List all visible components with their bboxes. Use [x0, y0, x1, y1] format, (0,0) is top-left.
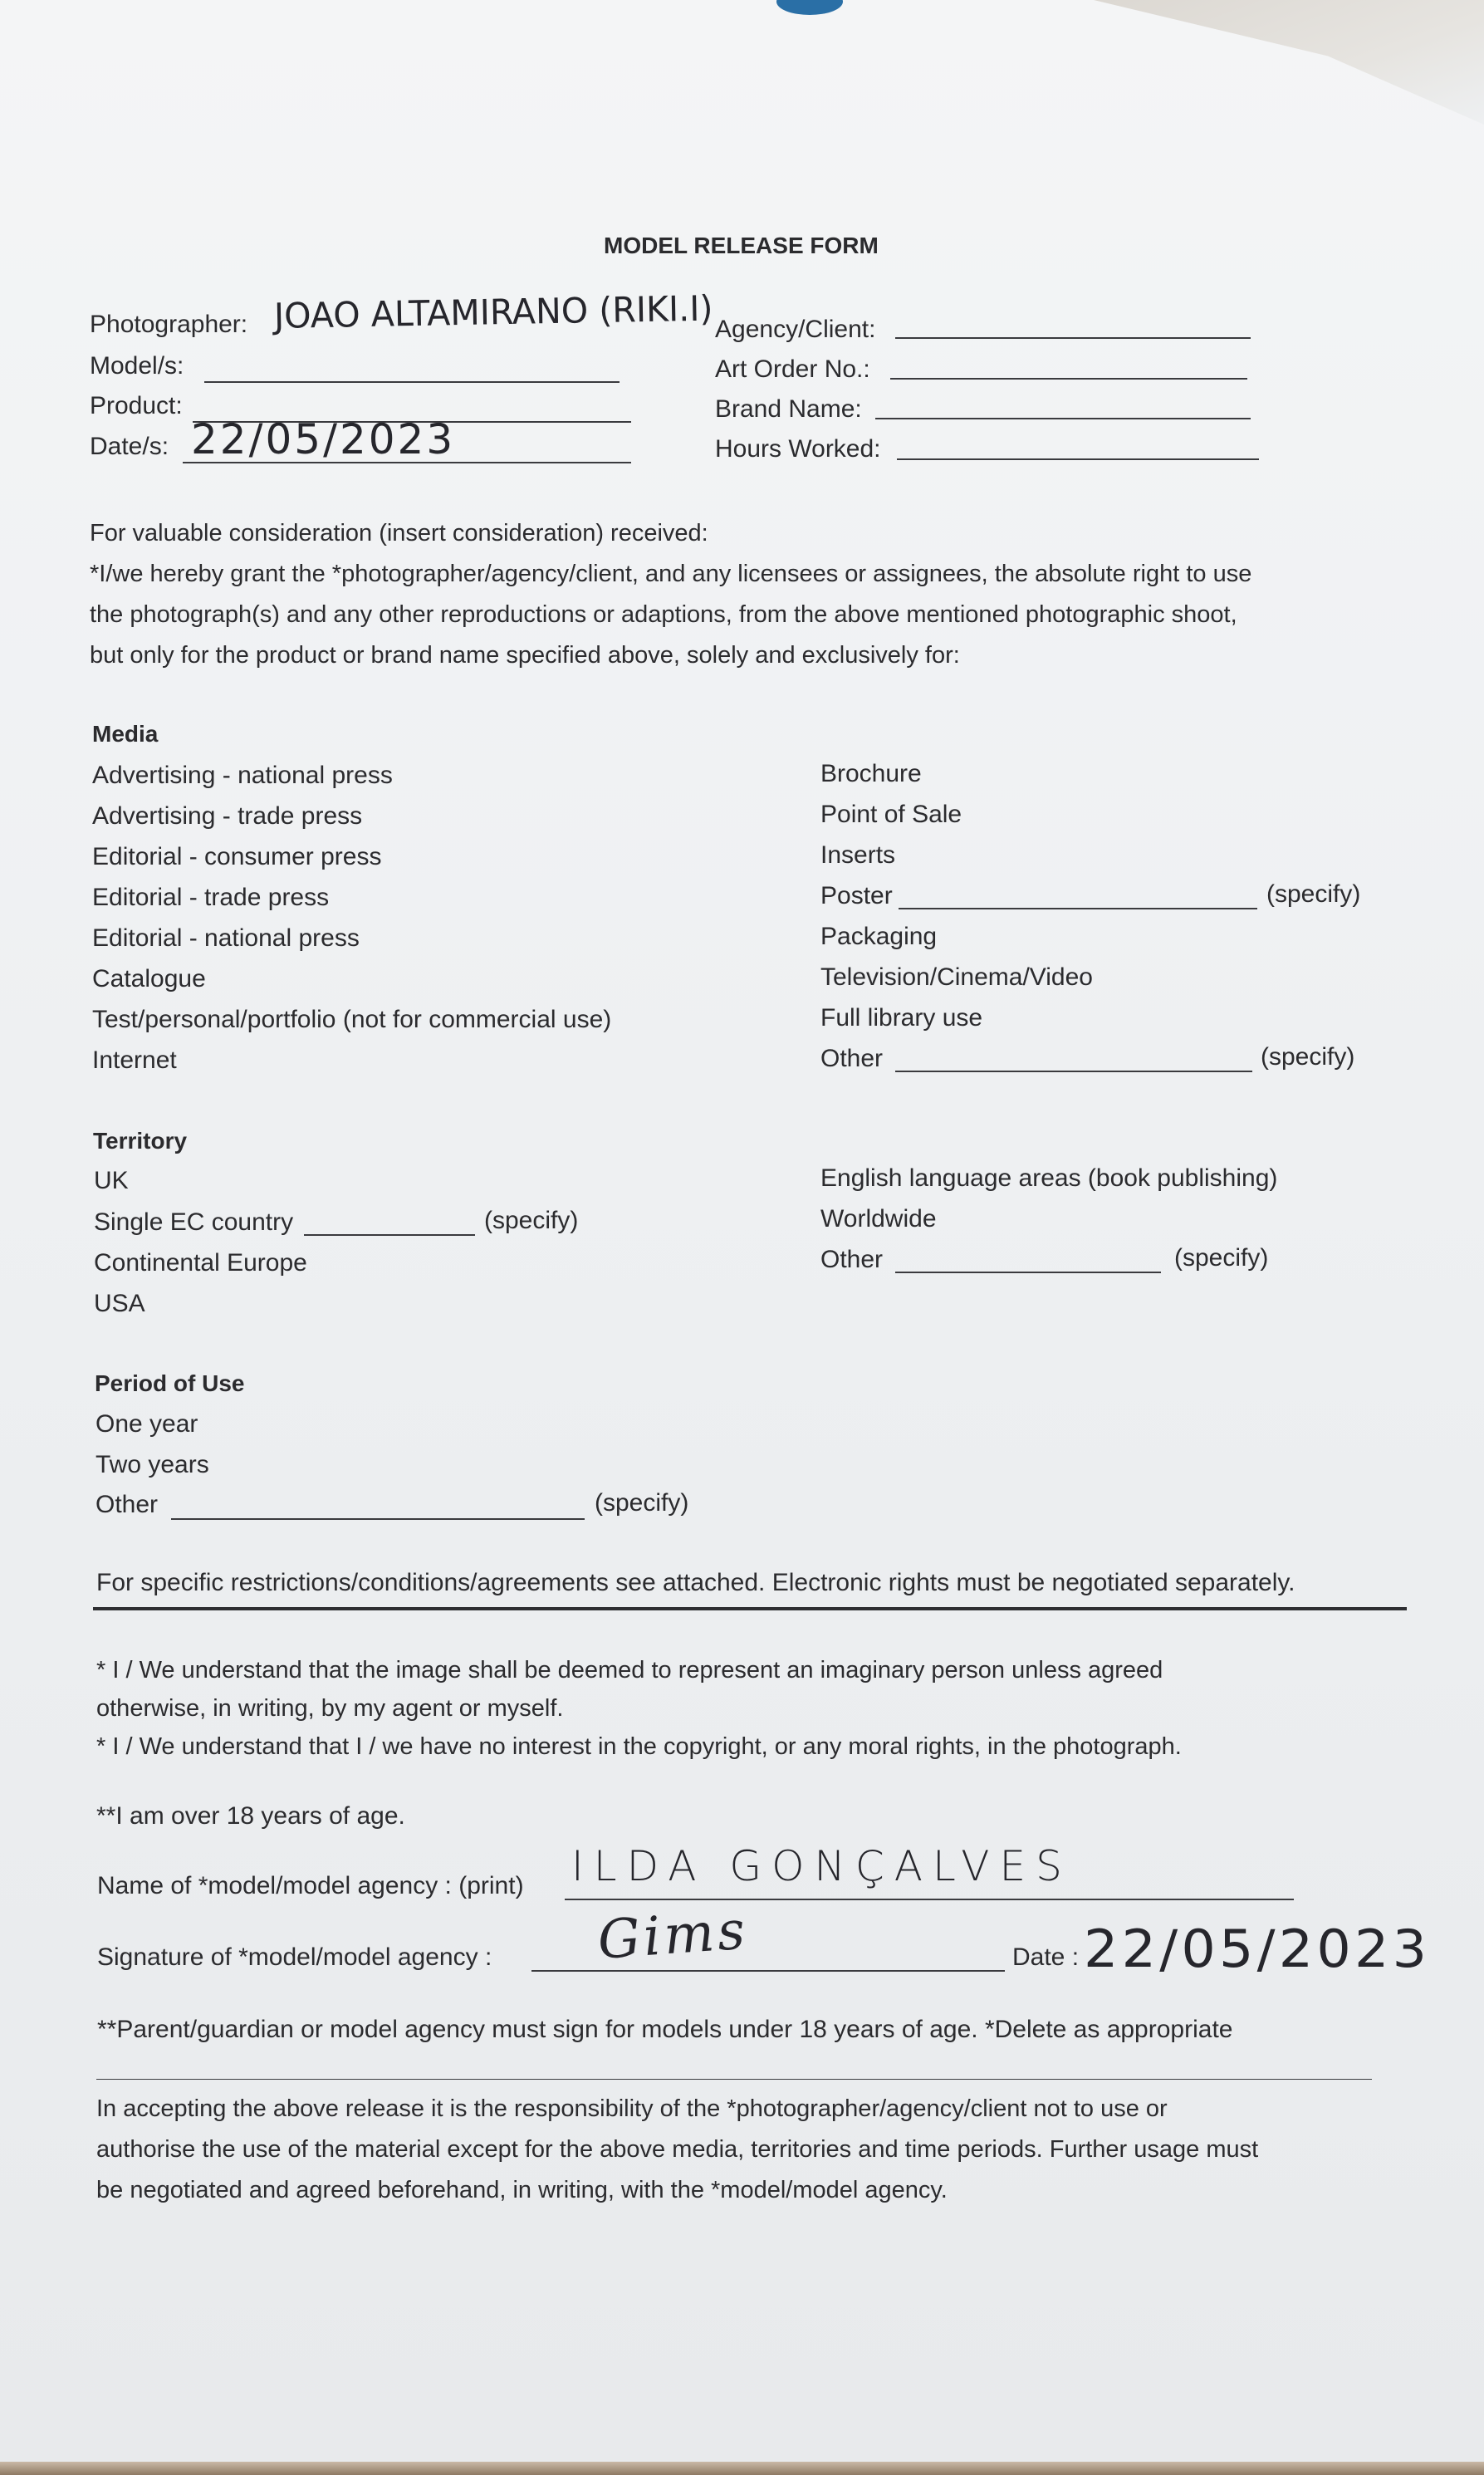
brand-name-label: Brand Name: [715, 395, 862, 423]
media-other-specify-line[interactable] [895, 1071, 1252, 1072]
acceptance-paragraph [96, 2089, 1258, 2211]
poster-specify-line[interactable] [899, 908, 1257, 909]
period-option[interactable]: One year [96, 1410, 198, 1438]
models-line[interactable] [204, 381, 620, 383]
acceptance-line: be negotiated and agreed beforehand, in writing, with the *model/model agency. [96, 2177, 948, 2203]
art-order-line[interactable] [890, 378, 1247, 380]
territory-option[interactable]: Single EC country [94, 1208, 294, 1236]
restrictions-note: For specific restrictions/conditions/agreements see attached. Electronic rights must be negotiated separately. [96, 1569, 1295, 1596]
photographer-handwritten[interactable]: JOAO ALTAMIRANO (RIKI.I) [273, 287, 713, 336]
media-heading: Media [92, 721, 159, 747]
territory-option[interactable]: Worldwide [820, 1205, 937, 1233]
product-label: Product: [90, 392, 183, 419]
period-option[interactable]: Two years [96, 1451, 209, 1478]
media-option[interactable]: Point of Sale [820, 801, 962, 828]
dates-label: Date/s: [90, 433, 169, 460]
period-option[interactable]: Other [96, 1491, 159, 1518]
media-option[interactable]: Advertising - trade press [92, 802, 363, 830]
binder-clip [776, 0, 843, 15]
age-statement: **I am over 18 years of age. [96, 1802, 405, 1830]
media-option[interactable]: Catalogue [92, 965, 206, 992]
territory-option[interactable]: UK [94, 1167, 129, 1194]
agency-client-label: Agency/Client: [715, 316, 876, 343]
signature-handwritten[interactable]: Gims [595, 1899, 751, 1972]
section-divider [93, 1607, 1407, 1610]
signoff-date-label: Date : [1012, 1943, 1080, 1971]
form-title: MODEL RELEASE FORM [604, 233, 879, 258]
territory-heading: Territory [93, 1128, 188, 1154]
territory-option[interactable]: Continental Europe [94, 1249, 307, 1277]
media-other-specify-note: (specify) [1261, 1043, 1355, 1071]
media-option[interactable]: Advertising - national press [92, 762, 393, 789]
territory-option[interactable]: English language areas (book publishing) [820, 1164, 1278, 1192]
media-option[interactable]: Inserts [820, 841, 896, 869]
photographer-label: Photographer: [90, 311, 248, 338]
consideration-line: but only for the product or brand name specified above, solely and exclusively for: [90, 642, 960, 669]
consideration-line: the photograph(s) and any other reproductions or adaptions, from the above mentioned photographic shoot, [90, 601, 1237, 628]
guardian-note: **Parent/guardian or model agency must sign for models under 18 years of age. *Delete as appropriate [97, 2016, 1233, 2043]
poster-specify-note: (specify) [1266, 880, 1361, 908]
ec-country-specify-line[interactable] [304, 1234, 475, 1236]
acceptance-line: authorise the use of the material except for the above media, territories and time periods. Further usage must [96, 2136, 1259, 2163]
models-label: Model/s: [90, 352, 184, 380]
territory-option[interactable]: Other [820, 1246, 884, 1273]
name-print-line[interactable] [565, 1899, 1294, 1900]
media-option[interactable]: Editorial - consumer press [92, 843, 382, 870]
guardian-signature-line[interactable] [96, 2079, 1372, 2080]
signature-label: Signature of *model/model agency : [97, 1943, 492, 1971]
consideration-line: For valuable consideration (insert consideration) received: [90, 520, 708, 546]
art-order-label: Art Order No.: [715, 355, 870, 383]
media-option[interactable]: Editorial - national press [92, 924, 360, 952]
period-other-specify-note: (specify) [595, 1489, 689, 1517]
media-option[interactable]: Television/Cinema/Video [820, 963, 1093, 991]
media-option[interactable]: Other [820, 1045, 884, 1072]
folded-corner-shadow [1094, 0, 1484, 125]
media-option[interactable]: Editorial - trade press [92, 884, 330, 911]
understanding-line: otherwise, in writing, by my agent or myself. [96, 1695, 564, 1722]
table-edge [0, 2462, 1484, 2475]
hours-worked-label: Hours Worked: [715, 435, 881, 463]
territory-other-specify-note: (specify) [1174, 1244, 1269, 1272]
media-option[interactable]: Internet [92, 1046, 177, 1074]
consideration-paragraph [90, 513, 1251, 676]
territory-other-specify-line[interactable] [895, 1272, 1161, 1273]
media-option[interactable]: Brochure [820, 760, 922, 787]
dates-handwritten[interactable]: 22/05/2023 [191, 415, 456, 463]
period-heading: Period of Use [95, 1370, 245, 1396]
consideration-line: *I/we hereby grant the *photographer/agency/client, and any licensees or assignees, the absolute right to use [90, 561, 1252, 587]
media-option[interactable]: Test/personal/portfolio (not for commercial use) [92, 1006, 612, 1033]
media-option[interactable]: Poster [820, 882, 893, 909]
name-print-label: Name of *model/model agency : (print) [97, 1872, 524, 1899]
period-other-specify-line[interactable] [171, 1518, 585, 1520]
understanding-line: * I / We understand that the image shall be deemed to represent an imaginary person unless agreed [96, 1657, 1163, 1683]
media-option[interactable]: Packaging [820, 923, 938, 950]
agency-client-line[interactable] [895, 337, 1251, 339]
understanding-line: * I / We understand that I / we have no interest in the copyright, or any moral rights, in the photograph. [96, 1733, 1182, 1760]
signoff-date-handwritten[interactable]: 22/05/2023 [1084, 1919, 1431, 1979]
territory-option[interactable]: USA [94, 1290, 145, 1317]
name-print-handwritten[interactable]: ILDA GONÇALVES [571, 1842, 1072, 1890]
acceptance-line: In accepting the above release it is the responsibility of the *photographer/agency/client not to use or [96, 2095, 1168, 2122]
media-option[interactable]: Full library use [820, 1004, 983, 1032]
brand-name-line[interactable] [875, 418, 1251, 419]
ec-country-specify-note: (specify) [484, 1207, 579, 1234]
hours-worked-line[interactable] [897, 458, 1259, 460]
understandings-paragraph [96, 1651, 1182, 1766]
